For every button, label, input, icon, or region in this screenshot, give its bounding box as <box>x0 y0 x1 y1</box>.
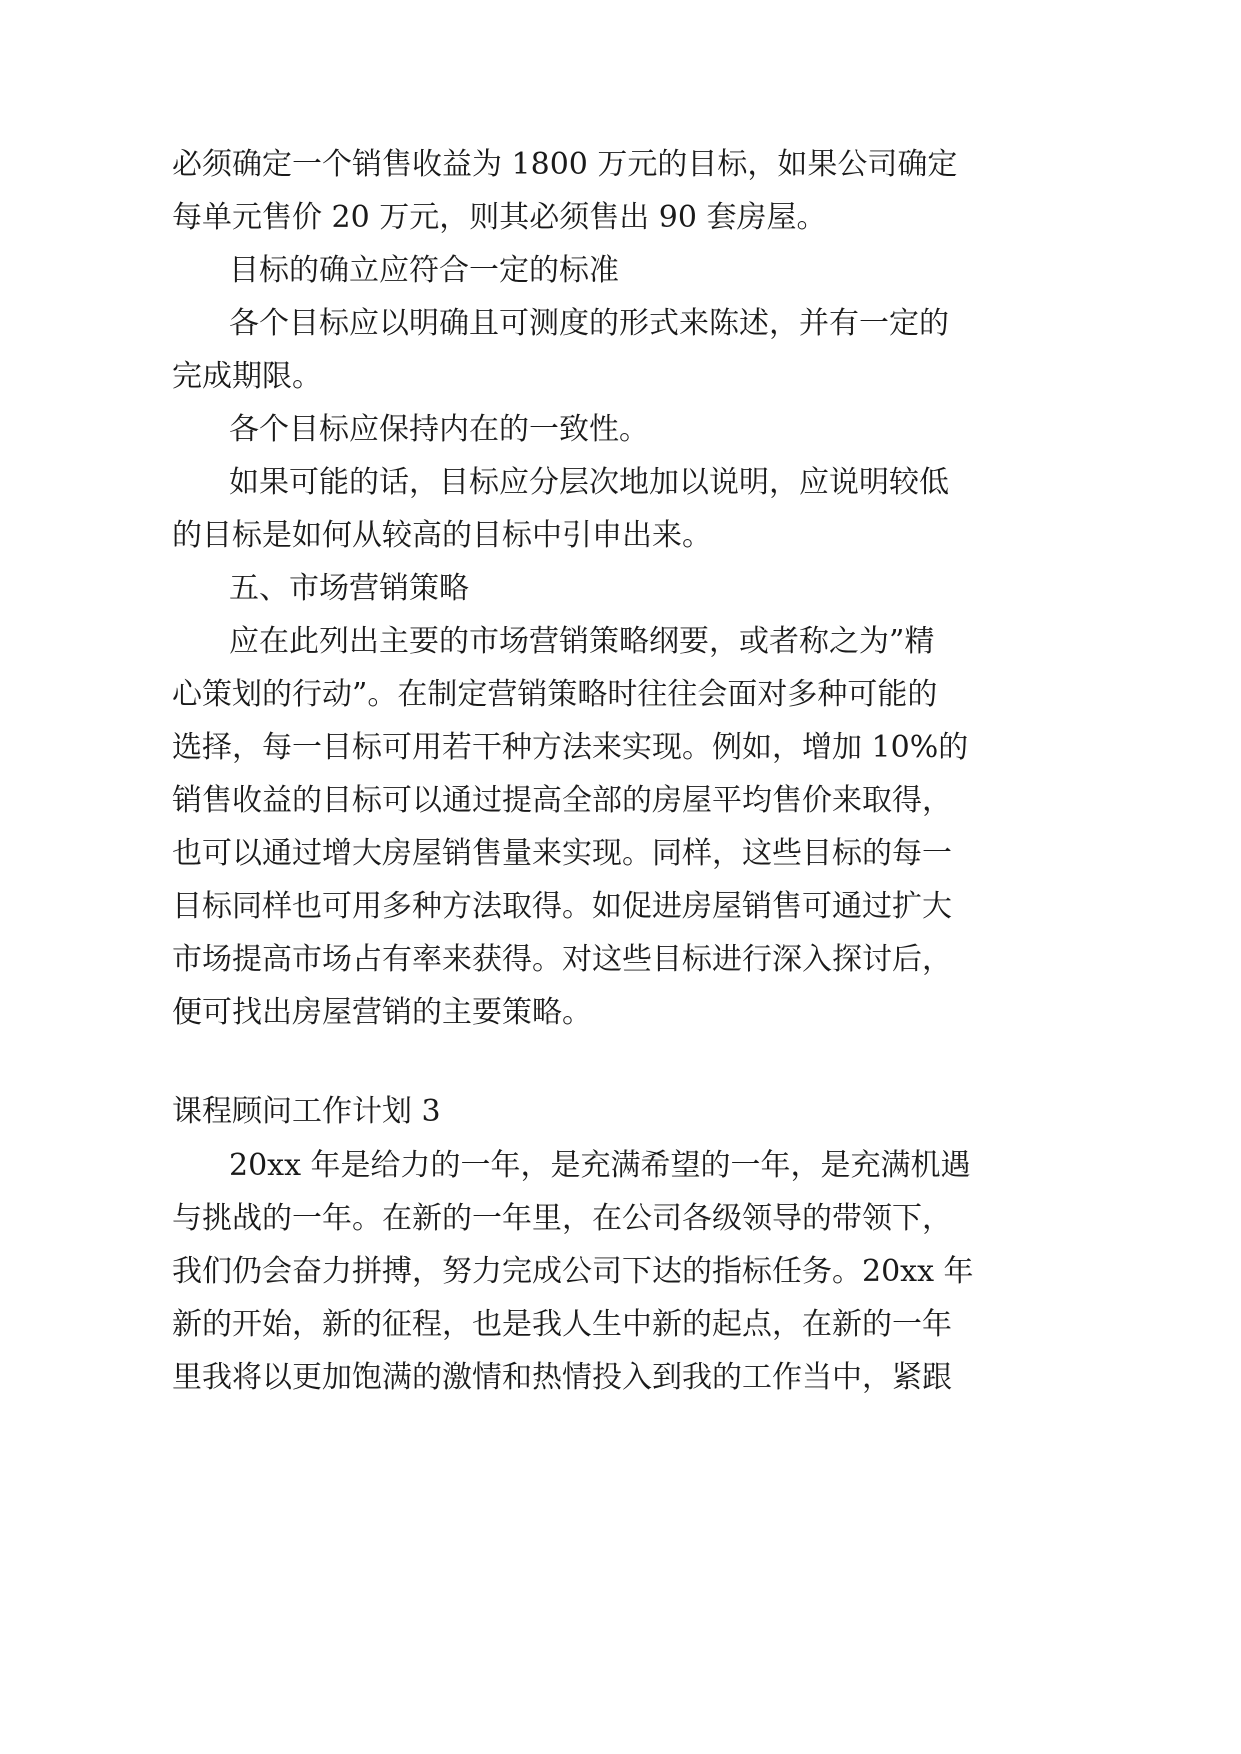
text-line-21: 我们仍会奋力拼搏，努力完成公司下达的指标任务。20xx 年 <box>172 1254 974 1289</box>
text-line-11: 心策划的行动”。在制定营销策略时往往会面对多种可能的 <box>172 677 938 712</box>
text-line-23: 里我将以更加饱满的激情和热情投入到我的工作当中，紧跟 <box>172 1360 952 1395</box>
text-line-19: 20xx 年是给力的一年，是充满希望的一年，是充满机遇 <box>229 1148 971 1183</box>
document-title: 课程顾问工作计划 3 <box>172 1094 441 1129</box>
text-line-16: 市场提高市场占有率来获得。对这些目标进行深入探讨后， <box>172 942 952 977</box>
text-line-4: 各个目标应以明确且可测度的形式来陈述，并有一定的 <box>229 306 949 341</box>
section-heading: 五、市场营销策略 <box>229 571 469 606</box>
text-line-14: 也可以通过增大房屋销售量来实现。同样，这些目标的每一 <box>172 836 952 871</box>
text-line-17: 便可找出房屋营销的主要策略。 <box>172 995 592 1030</box>
text-line-13: 销售收益的目标可以通过提高全部的房屋平均售价来取得， <box>172 783 952 818</box>
text-line-20: 与挑战的一年。在新的一年里，在公司各级领导的带领下， <box>172 1201 952 1236</box>
text-line-8: 的目标是如何从较高的目标中引申出来。 <box>172 518 712 553</box>
text-line-12: 选择，每一目标可用若干种方法来实现。例如，增加 10%的 <box>172 730 969 765</box>
text-line-10: 应在此列出主要的市场营销策略纲要，或者称之为”精 <box>229 624 935 659</box>
text-line-2: 每单元售价 20 万元，则其必须售出 90 套房屋。 <box>172 200 827 235</box>
text-line-22: 新的开始，新的征程，也是我人生中新的起点，在新的一年 <box>172 1307 952 1342</box>
text-line-3: 目标的确立应符合一定的标准 <box>229 253 619 288</box>
text-line-6: 各个目标应保持内在的一致性。 <box>229 412 649 447</box>
text-line-5: 完成期限。 <box>172 359 322 394</box>
text-line-15: 目标同样也可用多种方法取得。如促进房屋销售可通过扩大 <box>172 889 952 924</box>
text-line-1: 必须确定一个销售收益为 1800 万元的目标，如果公司确定 <box>172 147 958 182</box>
text-line-7: 如果可能的话，目标应分层次地加以说明，应说明较低 <box>229 465 949 500</box>
